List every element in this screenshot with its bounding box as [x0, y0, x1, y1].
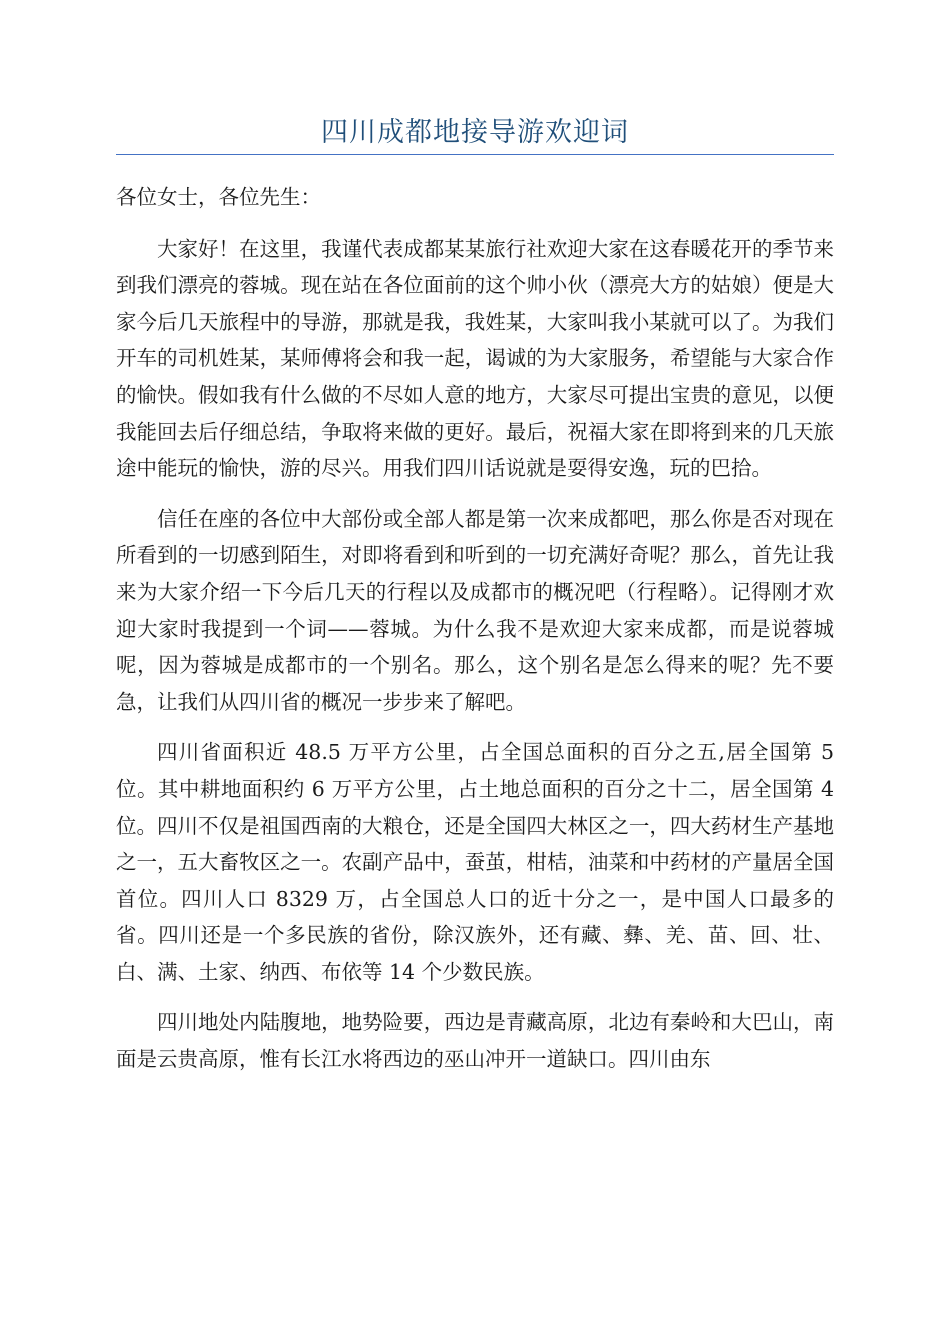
- document-title: 四川成都地接导游欢迎词: [321, 117, 629, 148]
- greeting-line: 各位女士，各位先生：: [116, 185, 321, 209]
- title-underline: [116, 154, 834, 155]
- paragraph-welcome: 大家好！在这里，我谨代表成都某某旅行社欢迎大家在这春暖花开的季节来到我们漂亮的蓉城。现在站在各位面前的这个帅小伙（漂亮大方的姑娘）便是大家今后几天旅程中的导游，那就是我，我姓某，大家叫我小某就可以了。为我们开车的司机姓某，某师傅将会和我一起，谒诚的为大家服务，希望能与大家合作的愉快。假如我有什么做的不尽如人意的地方，大家尽可提出宝贵的意见，以便我能回去后仔细总结，争取将来做的更好。最后，祝福大家在即将到来的几天旅途中能玩的愉快，游的尽兴。用我们四川话说就是耍得安逸，玩的巴拾。: [116, 236, 834, 481]
- document-body: [116, 179, 834, 1092]
- paragraph-introduction: 信任在座的各位中大部份或全部人都是第一次来成都吧，那么你是否对现在所看到的一切感到陌生，对即将看到和听到的一切充满好奇呢？那么，首先让我来为大家介绍一下今后几天的行程以及成都市的概况吧（行程略）。记得刚才欢迎大家时我提到一个词——蓉城。为什么我不是欢迎大家来成都，而是说蓉城呢，因为蓉城是成都市的一个别名。那么，这个别名是怎么得来的呢？先不要急，让我们从四川省的概况一步步来了解吧。: [116, 506, 834, 714]
- paragraph-geography: 四川地处内陆腹地，地势险要，西边是青藏高原，北边有秦岭和大巴山，南面是云贵高原，惟有长江水将西边的巫山冲开一道缺口。四川由东: [116, 1010, 834, 1072]
- paragraph-province-overview: 四川省面积近 48.5 万平方公里，占全国总面积的百分之五,居全国第 5 位。其中耕地面积约 6 万平方公里，占土地总面积的百分之十二，居全国第 4 位。四川不仅是祖国西南的大粮仓，还是全国四大林区之一，四大药材生产基地之一，五大畜牧区之一。农副产品中，蚕茧，柑桔，油菜和中药材的产量居全国首位。四川人口 8329 万，占全国总人口的近十分之一，是中国人口最多的省。四川还是一个多民族的省份，除汉族外，还有藏、彝、羌、苗、回、壮、白、满、土家、纳西、布依等 14 个少数民族。: [116, 740, 834, 984]
